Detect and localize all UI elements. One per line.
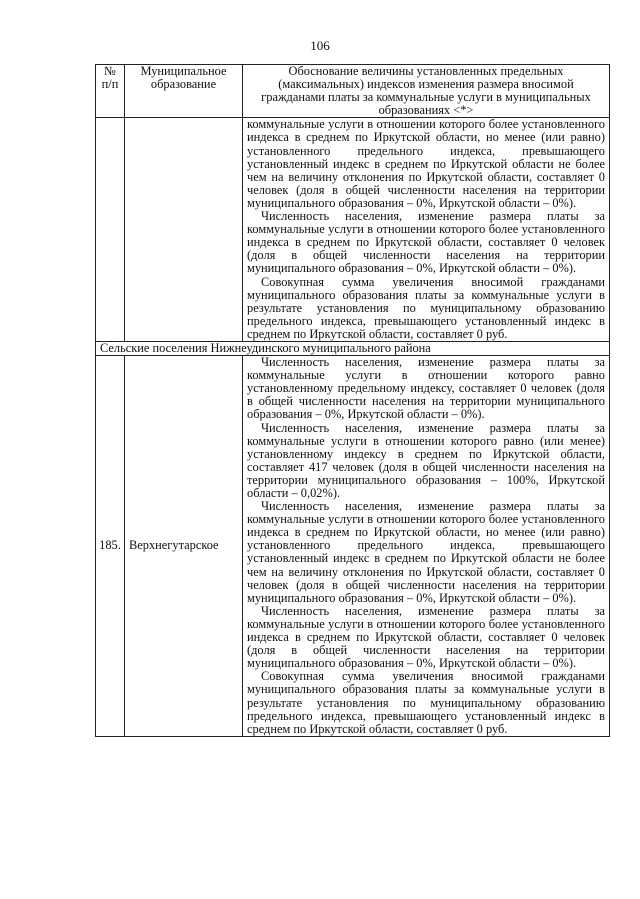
paragraph: Численность населения, изменение размера платы за коммунальные услуги в отношении которого более установленного индекса в среднем по Иркутской области, составляет 0 человек (доля в общей численности населения на территории муниципального образования – 0%, Иркутской области – 0%). [247,209,605,276]
continued-number-cell [96,118,125,342]
table-header-row [96,65,610,118]
header-number: № п/п [96,65,125,118]
row-municipality: Верхнегутарское [125,356,243,737]
section-title: Сельские поселения Нижнеудинского муниципального района [96,341,610,355]
paragraph: коммунальные услуги в отношении которого более установленного индекса в среднем по Иркутской области, но менее (или равно) установленного предельного индекса, превышающего установленный индекс в среднем по Иркутской области не более чем на величину отклонения по Иркутской области, составляет 0 человек (доля в общей численности населения на территории муниципального образования – 0%, Иркутской области – 0%). [247,117,605,210]
paragraph: Численность населения, изменение размера платы за коммунальные услуги в отношении которого равно установленному предельному индексу, составляет 0 человек (доля в общей численности населения на территории муниципального образования – 0%, Иркутской области – 0%). [247,355,605,422]
section-row [96,341,610,355]
paragraph: Численность населения, изменение размера платы за коммунальные услуги в отношении которого более установленного индекса в среднем по Иркутской области, но менее (или равно) установленного предельного индекса, превышающего установленный индекс в среднем по Иркутской области не более чем на величину отклонения по Иркутской области, составляет 0 человек (доля в общей численности населения на территории муниципального образования – 0%, Иркутской области – 0%). [247,499,605,605]
paragraph: Численность населения, изменение размера платы за коммунальные услуги в отношении которого более установленного индекса в среднем по Иркутской области, составляет 0 человек (доля в общей численности населения на территории муниципального образования – 0%, Иркутской области – 0%). [247,603,605,671]
table-row-continued [96,118,610,342]
rationale-table [95,64,610,737]
paragraph: Совокупная сумма увеличения вносимой гражданами муниципального образования платы за коммунальные услуги в результате установления по муниципальному образованию предельного индекса, превышающего установленный индекс в среднем по Иркутской области, составляет 0 руб. [247,274,605,341]
row-rationale [243,356,610,737]
row-number: 185. [96,356,125,737]
continued-rationale-cell [243,118,610,342]
paragraph: Численность населения, изменение размера платы за коммунальные услуги в отношении которого равно (или менее) установленному индексу в среднем по Иркутской области, составляет 417 человек (доля в общей численности населения на территории муниципального образования – 100%, Иркутской области – 0,02%). [247,420,605,500]
page-number: 106 [310,38,330,53]
table-row [96,356,610,737]
continued-name-cell [125,118,243,342]
paragraph: Совокупная сумма увеличения вносимой гражданами муниципального образования платы за коммунальные услуги в результате установления по муниципальному образованию предельного индекса, превышающего установленный индекс в среднем по Иркутской области, составляет 0 руб. [247,669,605,736]
header-municipality: Муниципальное образование [125,65,243,118]
header-rationale: Обоснование величины установленных предельных (максимальных) индексов изменения размера вносимой гражданами платы за коммунальные услуги в муниципальных образованиях <*> [243,65,610,118]
